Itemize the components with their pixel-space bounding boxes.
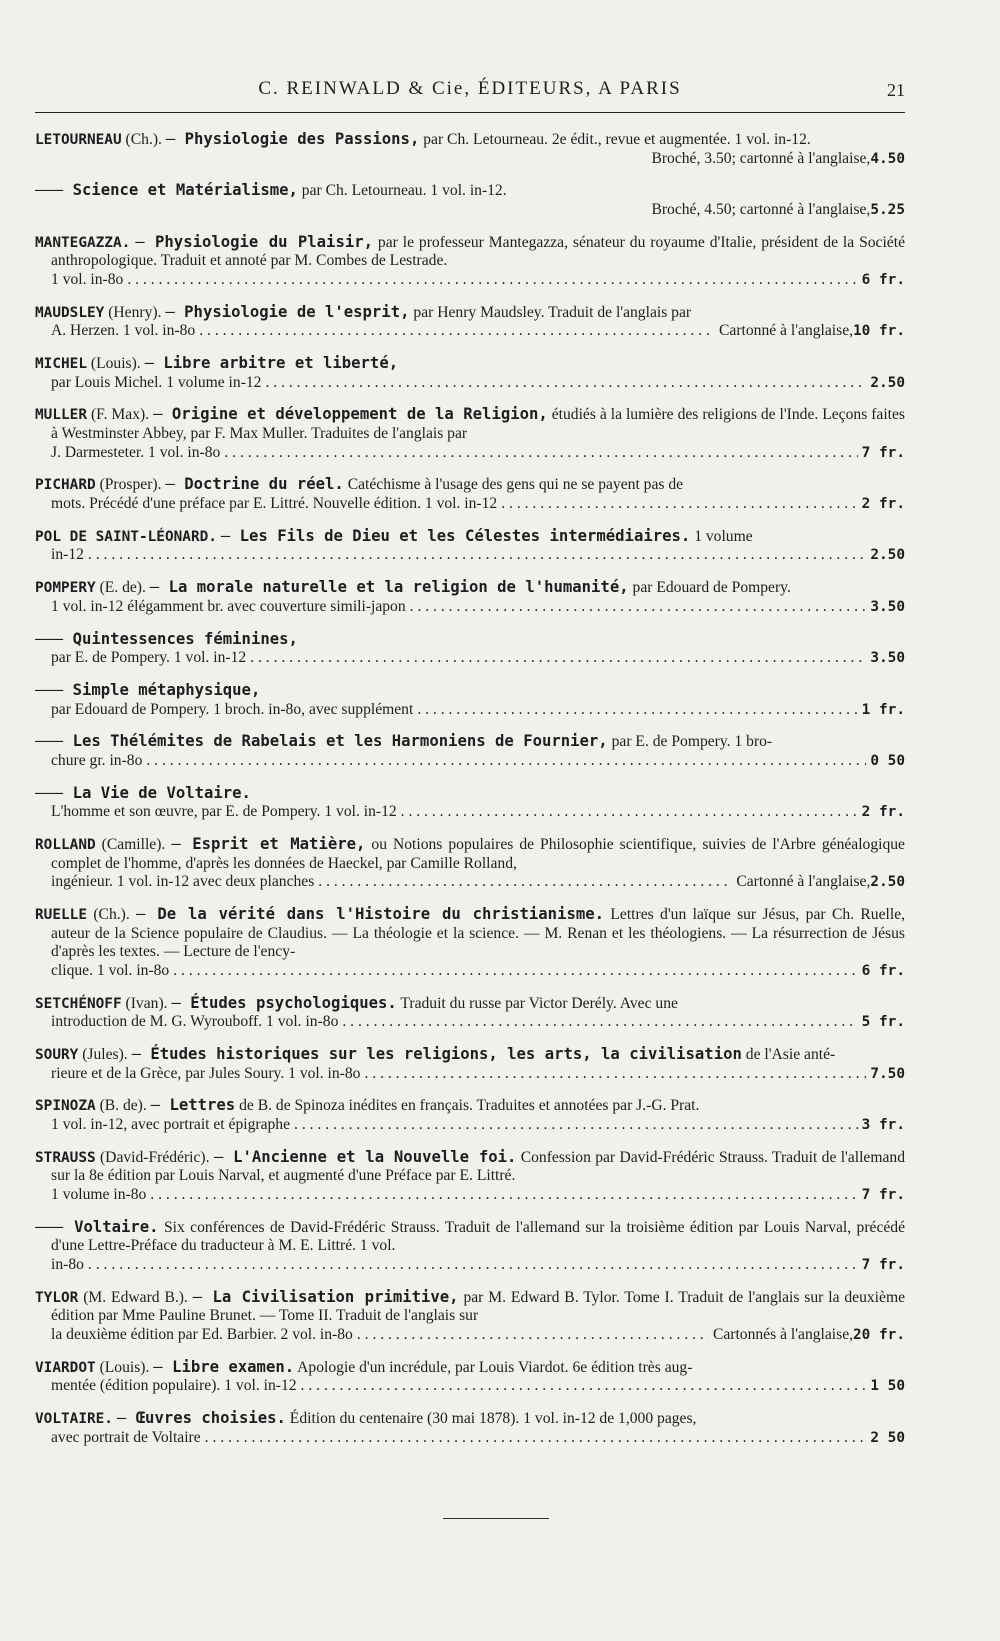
price: 1 fr. (861, 701, 905, 718)
volume-info: in-12 (51, 546, 84, 564)
price-line (51, 150, 905, 169)
catalogue-entry (35, 354, 905, 392)
author-detail: (Ch.). (125, 131, 162, 148)
book-description: par Henry Maudsley. Traduit de l'anglais par (413, 303, 692, 321)
leader-dots (417, 701, 857, 720)
book-title: La Civilisation primitive, (212, 1287, 459, 1306)
book-description: par Ch. Letourneau. 2e édit., revue et augmentée. 1 vol. in-12. (423, 131, 811, 148)
separator-dash: — (116, 1409, 136, 1427)
volume-info: par Louis Michel. 1 volume in-12 (51, 373, 262, 391)
binding-info: Cartonné à l'anglaise, (719, 322, 854, 340)
binding-info: Broché, 3.50; cartonné à l'anglaise, (651, 149, 871, 167)
book-description: de B. de Spinoza inédites en français. Traduites et annotées par J.-G. Prat. (239, 1097, 700, 1115)
separator-dash: — (149, 578, 169, 597)
price-line (51, 1186, 905, 1205)
separator-dash: — (153, 405, 172, 424)
catalogue-entry (35, 1409, 905, 1447)
price-line (51, 444, 905, 463)
catalogue-entry (35, 303, 905, 341)
volume-info: par Edouard de Pompery. 1 broch. in-8o, avec supplément (51, 700, 414, 718)
author-detail: (Jules). (82, 1045, 128, 1063)
author-name: SPINOZA (35, 1098, 96, 1115)
publisher-heading: C. REINWALD & Cie, ÉDITEURS, A PARIS (258, 78, 682, 99)
price: 10 fr. (853, 323, 905, 340)
book-title: La morale naturelle et la religion de l'humanité, (168, 578, 629, 597)
price: 4.50 (870, 150, 905, 167)
catalogue-entry (35, 905, 905, 980)
price-line (51, 1065, 905, 1084)
author-detail: (Prosper). (99, 476, 162, 494)
author-detail: (B. de). (99, 1097, 147, 1115)
separator-dash: — (220, 526, 240, 545)
price: 20 fr. (853, 1326, 905, 1343)
author-detail: (F. Max). (90, 406, 150, 424)
book-title: Physiologie des Passions, (184, 130, 420, 148)
leader-dots (146, 752, 866, 771)
leader-dots (127, 271, 857, 290)
separator-dash: — (171, 835, 193, 854)
separator-dash: — (153, 1357, 173, 1376)
book-title: Lettres (169, 1096, 236, 1115)
book-description: ou Notions populaires de Philosophie scientifique, suivies de l'Arbre généalogique complet de l'homme, d'après les données de Haeckel, par Camille Rolland, (51, 836, 905, 872)
volume-info: 1 vol. in-8o (51, 270, 124, 288)
author-name: LETOURNEAU (35, 132, 122, 148)
price-line (51, 546, 905, 565)
price: 6 fr. (861, 271, 905, 288)
book-title: Physiologie du Plaisir, (155, 232, 373, 251)
price: 7 fr. (861, 444, 905, 461)
catalogue-entry (35, 1096, 905, 1134)
price-line (51, 201, 905, 220)
binding-info: Cartonné à l'anglaise, (736, 873, 871, 891)
book-description: étudiés à la lumière des religions de l'Inde. Leçons faites à Westminster Abbey, par F. Max Muller. Traduites de l'anglais par (51, 406, 905, 443)
separator-dash: — (150, 1096, 170, 1115)
separator-dash: — (131, 1044, 151, 1063)
price-line (51, 1429, 905, 1448)
author-detail: (E. de). (99, 579, 146, 597)
price: 7 fr. (861, 1256, 905, 1273)
book-description: par E. de Pompery. 1 bro- (611, 733, 773, 751)
author-name: TYLOR (35, 1289, 79, 1306)
price-line (51, 873, 905, 892)
catalogue-entries (35, 130, 905, 1460)
leader-dots (410, 598, 867, 617)
catalogue-entry (35, 233, 905, 290)
leader-dots (224, 444, 857, 463)
price: 2.50 (870, 547, 905, 564)
author-name: POMPERY (35, 580, 96, 597)
leader-dots (250, 649, 866, 668)
volume-info: mots. Précédé d'une préface par E. Littré. Nouvelle édition. 1 vol. in-12 (51, 495, 498, 513)
price-line (51, 1013, 905, 1032)
author-detail: (Camille). (101, 836, 166, 854)
author-detail: (Louis). (90, 355, 141, 373)
separator-dash: — (192, 1287, 213, 1306)
price: 2 fr. (861, 496, 905, 513)
catalogue-entry (35, 994, 905, 1032)
volume-info: 1 volume in-8o (51, 1185, 147, 1203)
catalogue-entry (35, 1148, 905, 1205)
price-line (51, 374, 905, 393)
book-title: Voltaire. (74, 1217, 159, 1236)
book-description: Édition du centenaire (30 mai 1878). 1 vol. in-12 de 1,000 pages, (289, 1410, 697, 1427)
price-line (51, 752, 905, 771)
price-line (51, 598, 905, 617)
price-line (51, 271, 905, 290)
catalogue-entry (35, 578, 905, 616)
catalogue-entry (35, 405, 905, 462)
leader-dots (318, 873, 732, 892)
author-name: MAUDSLEY (35, 304, 105, 321)
book-title: La Vie de Voltaire. (72, 783, 251, 802)
volume-info: L'homme et son œuvre, par E. de Pompery. 1 vol. in-12 (51, 803, 397, 821)
author-detail: (David-Frédéric). (99, 1148, 210, 1166)
volume-info: rieure et de la Grèce, par Jules Soury. 1 vol. in-8o (51, 1064, 361, 1082)
separator-dash: — (135, 232, 156, 251)
leader-dots (173, 962, 857, 981)
book-title: Doctrine du réel. (184, 475, 344, 494)
price: 3 fr. (861, 1116, 905, 1133)
leader-dots (401, 803, 858, 822)
author-detail: (Henry). (108, 303, 162, 321)
catalogue-entry (35, 181, 905, 219)
price: 5 fr. (861, 1014, 905, 1031)
volume-info: chure gr. in-8o (51, 751, 143, 769)
leader-dots (364, 1065, 866, 1084)
book-description: par Ch. Letourneau. 1 vol. in-12. (301, 182, 507, 200)
leader-dots (199, 322, 715, 341)
price: 2.50 (870, 374, 905, 391)
separator-dash: — (165, 302, 185, 321)
book-description: Catéchisme à l'usage des gens qui ne se payent pas de (347, 476, 684, 494)
price: 7 fr. (861, 1186, 905, 1203)
catalogue-entry (35, 630, 905, 668)
author-name: MULLER (35, 407, 87, 424)
price: 2 fr. (861, 804, 905, 821)
author-detail: (Ivan). (125, 994, 168, 1012)
leader-dots (294, 1116, 858, 1135)
author-name: PICHARD (35, 477, 96, 494)
book-title: De la vérité dans l'Histoire du christianisme. (157, 905, 605, 924)
price: 3.50 (870, 650, 905, 667)
author-name: POL DE SAINT-LÉONARD. (35, 528, 217, 545)
continuation-dash: ——— (35, 1217, 75, 1236)
book-description: Six conférences de David-Frédéric Strauss. Traduit de l'allemand sur la troisième édition par Louis Narval, précédé d'une Lettre-Préface du traducteur à M. E. Littré. 1 vol. (51, 1218, 906, 1255)
catalogue-entry (35, 475, 905, 513)
volume-info: par E. de Pompery. 1 vol. in-12 (51, 649, 247, 667)
price-line (51, 495, 905, 514)
binding-info: Cartonnés à l'anglaise, (712, 1325, 854, 1343)
book-title: Science et Matérialisme, (72, 181, 298, 200)
author-name: SETCHÉNOFF (35, 995, 122, 1012)
book-description: Traduit du russe par Victor Derély. Avec une (400, 994, 678, 1012)
author-name: VIARDOT (35, 1359, 96, 1376)
separator-dash: — (171, 993, 191, 1012)
end-rule (443, 1518, 549, 1519)
catalogue-entry (35, 1288, 905, 1345)
book-title: Physiologie de l'esprit, (184, 302, 410, 321)
price-line (51, 1377, 905, 1396)
price: 1 50 (870, 1378, 905, 1395)
catalogue-entry (35, 1045, 905, 1083)
leader-dots (265, 374, 866, 393)
price: 5.25 (870, 201, 905, 218)
book-title: Libre arbitre et liberté, (163, 354, 399, 373)
author-name: SOURY (35, 1046, 79, 1063)
volume-info: avec portrait de Voltaire (51, 1428, 201, 1446)
continuation-dash: ——— (35, 181, 73, 200)
author-name: MICHEL (35, 356, 87, 373)
volume-info: 1 vol. in-12 élégamment br. avec couverture simili-japon (51, 597, 406, 615)
continuation-dash: ——— (35, 629, 73, 648)
price-line (51, 1256, 905, 1275)
leader-dots (301, 1377, 867, 1396)
separator-dash: — (213, 1147, 234, 1166)
book-title: Simple métaphysique, (72, 680, 261, 699)
price: 6 fr. (861, 962, 905, 979)
leader-dots (357, 1326, 709, 1345)
author-name: VOLTAIRE. (35, 1411, 113, 1427)
author-name: ROLLAND (35, 837, 96, 854)
book-description: par le professeur Mantegazza, sénateur du royaume d'Italie, président de la Société anthropologique. Traduit et annoté par M. Combes de Lestrade. (51, 233, 905, 270)
author-detail: (Ch.). (93, 906, 130, 924)
leader-dots (342, 1013, 857, 1032)
book-title: Œuvres choisies. (135, 1409, 286, 1427)
price: 2.50 (870, 874, 905, 891)
book-title: L'Ancienne et la Nouvelle foi. (233, 1147, 517, 1166)
book-title: Études psychologiques. (190, 993, 397, 1012)
book-description: par Edouard de Pompery. (632, 579, 791, 597)
leader-dots (205, 1429, 867, 1448)
continuation-dash: ——— (35, 732, 73, 751)
book-title: Les Thélémites de Rabelais et les Harmoniens de Fournier, (72, 732, 608, 751)
leader-dots (88, 546, 866, 565)
binding-info: Broché, 4.50; cartonné à l'anglaise, (651, 200, 871, 218)
price-line (51, 803, 905, 822)
book-title: Quintessences féminines, (72, 629, 298, 648)
catalogue-entry (35, 732, 905, 770)
volume-info: 1 vol. in-12, avec portrait et épigraphe (51, 1115, 291, 1133)
catalogue-entry (35, 130, 905, 168)
volume-info: in-8o (51, 1255, 84, 1273)
leader-dots (88, 1256, 858, 1275)
book-title: Libre examen. (172, 1357, 295, 1376)
author-detail: (Louis). (99, 1358, 150, 1376)
separator-dash: — (144, 354, 164, 373)
volume-info: J. Darmesteter. 1 vol. in-8o (51, 443, 221, 461)
price-line (51, 1326, 905, 1345)
price-line (51, 701, 905, 720)
catalogue-entry (35, 784, 905, 822)
price-line (51, 962, 905, 981)
author-name: RUELLE (35, 907, 87, 924)
author-detail: (M. Edward B.). (83, 1288, 188, 1306)
book-title: Les Fils de Dieu et les Célestes intermédiaires. (239, 526, 691, 545)
catalogue-entry (35, 1358, 905, 1396)
volume-info: ingénieur. 1 vol. in-12 avec deux planches (51, 873, 315, 891)
author-name: MANTEGAZZA. (35, 234, 131, 251)
book-description: par M. Edward B. Tylor. Tome I. Traduit de l'anglais sur la deuxième édition par Mme Pauline Brunet. — Tome II. Traduit de l'anglais sur (51, 1288, 905, 1325)
separator-dash: — (165, 475, 185, 494)
catalogue-entry (35, 1218, 905, 1275)
book-title: Origine et développement de la Religion, (171, 405, 548, 424)
price: 7.50 (870, 1065, 905, 1082)
separator-dash: — (136, 905, 158, 924)
price-line (51, 649, 905, 668)
volume-info: introduction de M. G. Wyrouboff. 1 vol. in-8o (51, 1013, 339, 1031)
leader-dots (501, 495, 857, 514)
catalogue-entry (35, 681, 905, 719)
price-line (51, 322, 905, 341)
volume-info: la deuxième édition par Ed. Barbier. 2 vol. in-8o (51, 1325, 353, 1343)
page-number: 21 (887, 80, 905, 100)
book-title: Études historiques sur les religions, les arts, la civilisation (150, 1044, 742, 1063)
author-name: STRAUSS (35, 1149, 96, 1166)
price-line (51, 1116, 905, 1135)
catalogue-entry (35, 527, 905, 565)
catalogue-entry (35, 835, 905, 892)
price: 3.50 (870, 598, 905, 615)
book-description: Lettres d'un laïque sur Jésus, par Ch. Ruelle, auteur de la Science populaire de Claudius. — La théologie et la science. — M. Renan et les théologiens. — La résurrection de Jésus d'après les textes. — Lecture de l'ency- (51, 906, 906, 961)
continuation-dash: ——— (35, 783, 73, 802)
book-title: Esprit et Matière, (192, 835, 366, 854)
volume-info: A. Herzen. 1 vol. in-8o (51, 322, 196, 340)
separator-dash: — (165, 130, 185, 148)
continuation-dash: ——— (35, 680, 73, 699)
page-header (35, 78, 905, 113)
volume-info: clique. 1 vol. in-8o (51, 961, 170, 979)
book-description: 1 volume (694, 527, 753, 545)
price: 0 50 (870, 752, 905, 769)
book-description: Apologie d'un incrédule, par Louis Viardot. 6e édition très aug- (297, 1358, 693, 1376)
price: 2 50 (870, 1429, 905, 1446)
volume-info: mentée (édition populaire). 1 vol. in-12 (51, 1377, 297, 1395)
book-description: Confession par David-Frédéric Strauss. Traduit de l'allemand sur la 8e édition par Louis Narval, et augmenté d'une Préface par E. Littré. (51, 1148, 905, 1185)
book-description: de l'Asie anté- (745, 1045, 836, 1063)
leader-dots (150, 1186, 857, 1205)
